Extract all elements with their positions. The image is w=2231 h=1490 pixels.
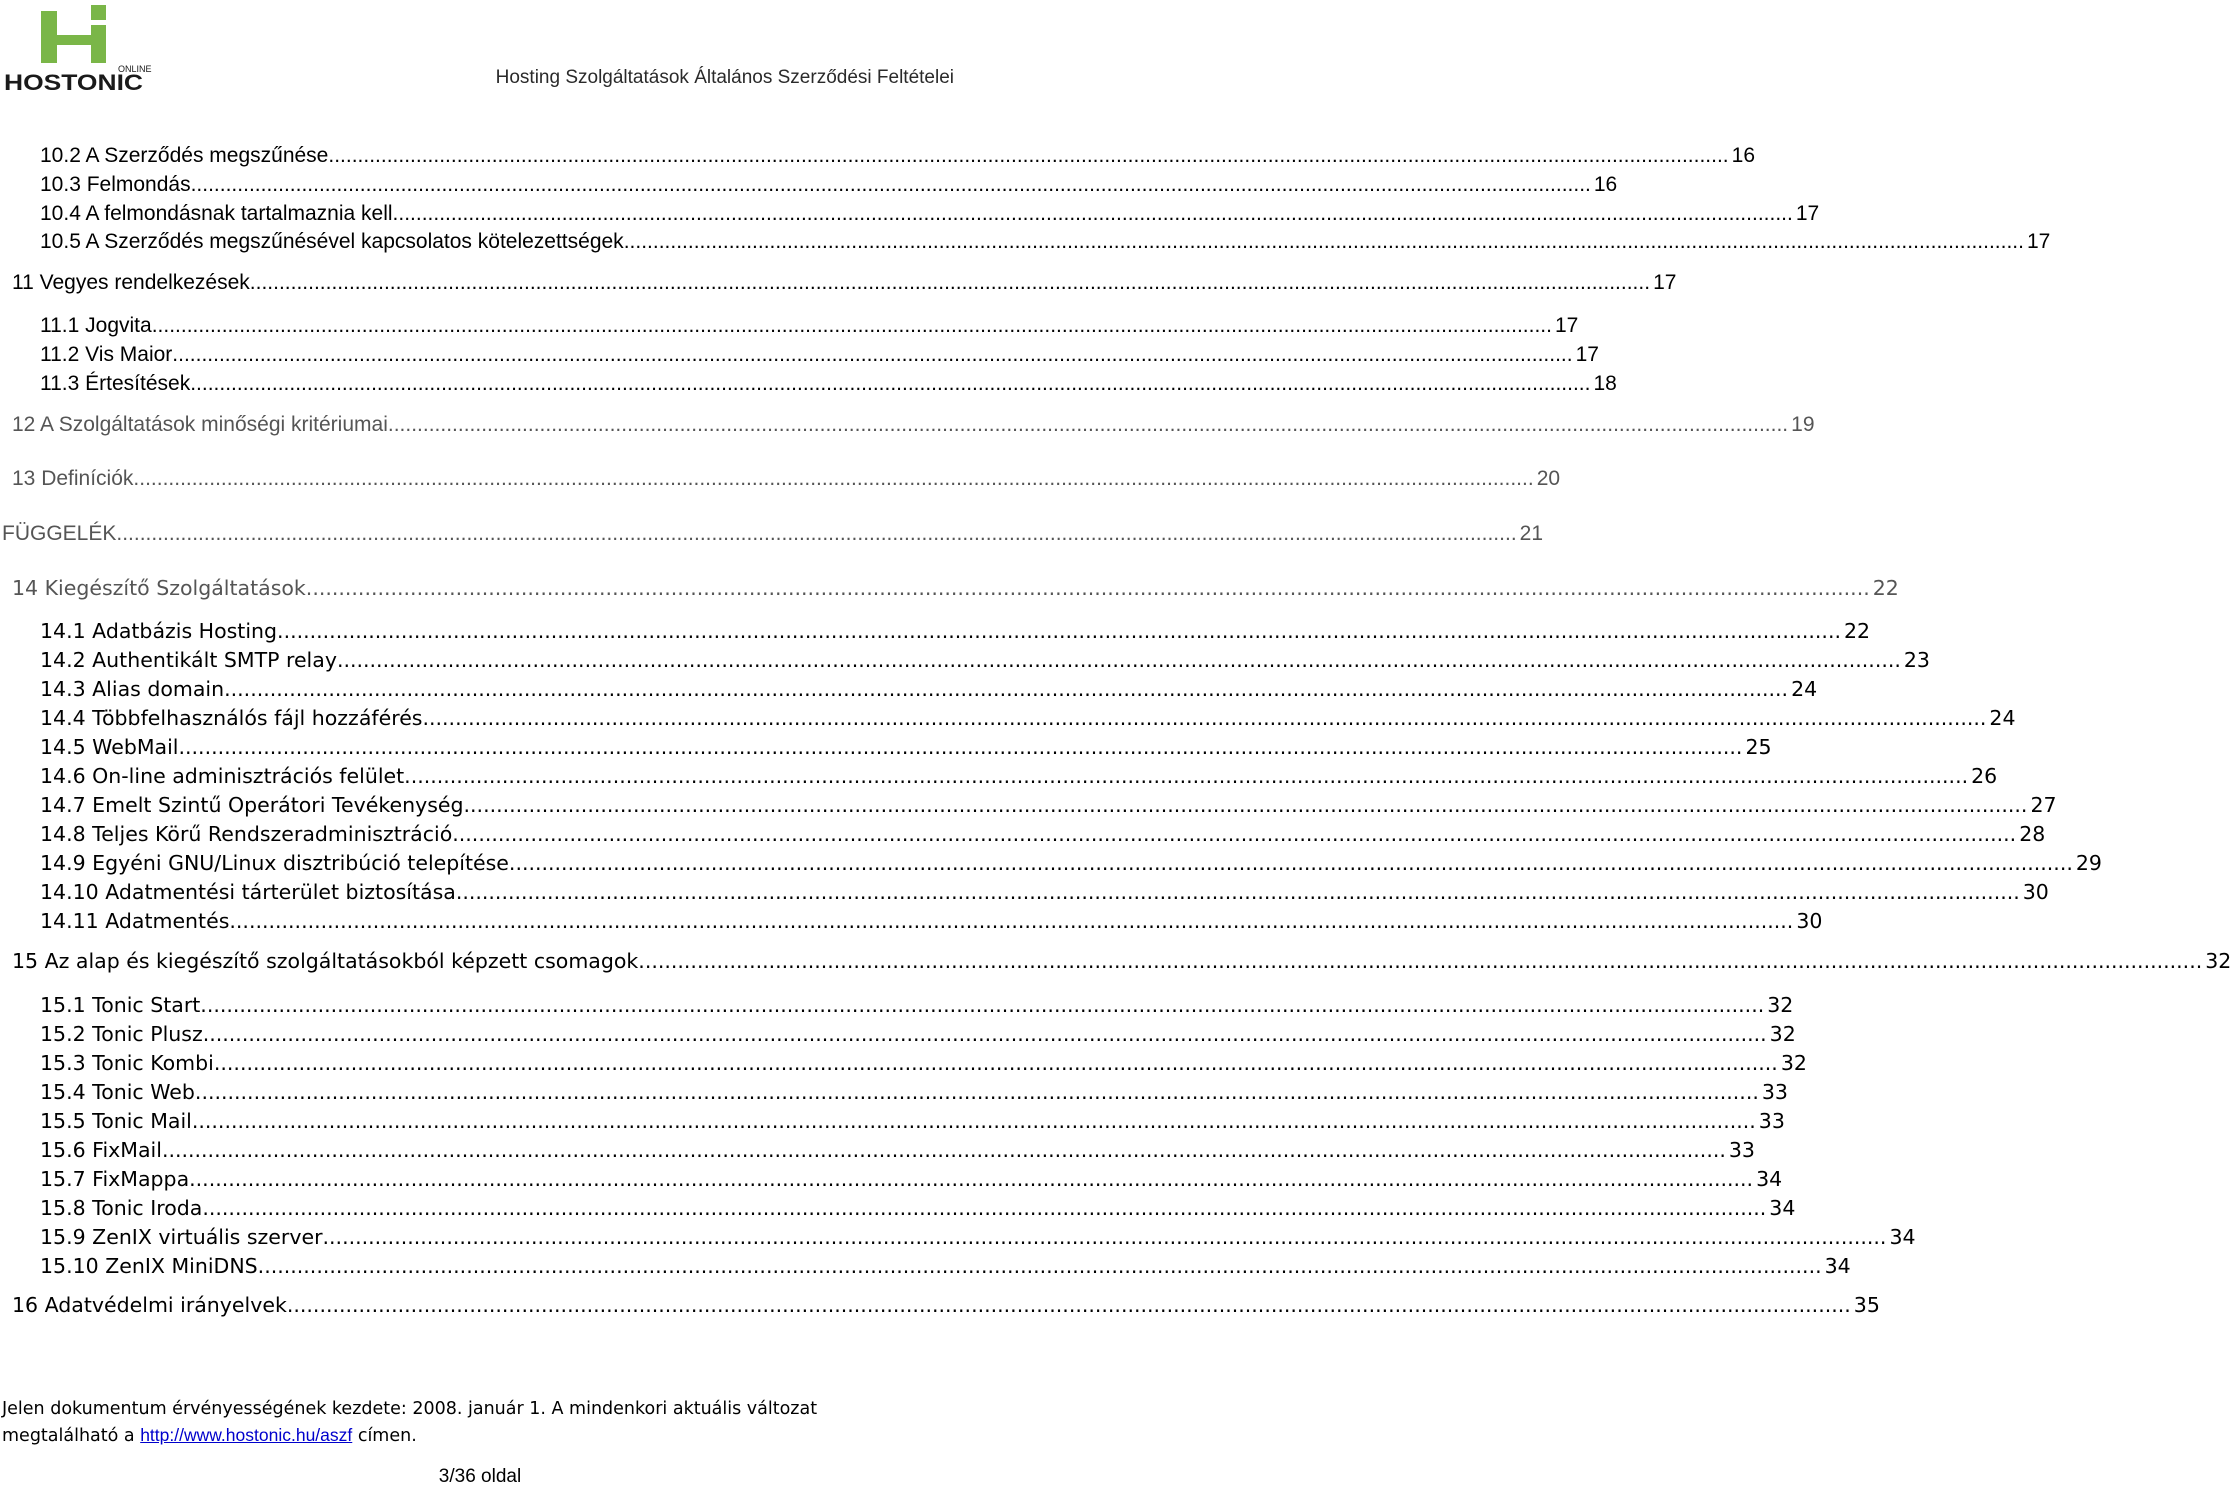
aszf-link[interactable]: http://www.hostonic.hu/aszf [140,1425,353,1445]
toc-leader-dots [624,228,2024,256]
toc-entry[interactable] [12,947,2231,975]
toc-entry[interactable] [40,675,1818,703]
toc-entry-label: 14.6 On-line adminisztrációs felület [40,764,405,788]
logo-tagline: ONLINE [118,64,152,74]
toc-entry-page: 32 [1769,1022,1796,1046]
toc-entry-page: 34 [1824,1254,1851,1278]
toc-entry-label: 14.7 Emelt Szintű Operátori Tevékenység [40,793,464,817]
toc-leader-dots [452,820,2016,848]
toc-entry[interactable] [40,1136,1755,1164]
toc-entry-page: 32 [1767,993,1794,1017]
logo-brand: HOSTONIC [4,70,144,95]
toc-entry-page: 25 [1745,735,1772,759]
toc-entry-label: 12 A Szolgáltatások minőségi kritériumai [12,413,388,436]
toc-entry-page: 26 [1971,764,1998,788]
toc-leader-dots [306,574,1870,602]
hostonic-logo [4,2,152,95]
toc-entry-label: 14.2 Authentikált SMTP relay [40,648,337,672]
toc-entry-label: 15.8 Tonic Iroda [40,1196,203,1220]
toc-leader-dots [133,465,1533,493]
toc-entry[interactable] [40,878,2049,906]
toc-entry-page: 17 [1795,202,1820,225]
toc-entry[interactable] [40,991,1794,1019]
toc-entry-page: 34 [1769,1196,1796,1220]
toc-entry[interactable] [40,704,2016,732]
toc-entry-label: 15.2 Tonic Plusz [40,1022,203,1046]
toc-entry-page: 35 [1853,1293,1880,1317]
footer-link-prefix: megtalálható a [2,1426,141,1446]
toc-entry-label: 14.3 Alias domain [40,677,225,701]
toc-entry-label: 14.9 Egyéni GNU/Linux disztribúció telepítése [40,851,509,875]
toc-leader-dots [250,269,1650,297]
toc-entry-page: 18 [1593,372,1617,395]
toc-leader-dots [191,171,1591,199]
toc-leader-dots [189,1165,1753,1193]
toc-entry[interactable] [40,171,1618,199]
toc-leader-dots [152,312,1552,340]
toc-entry-label: 15 Az alap és kiegészítő szolgáltatásokból képzett csomagok [12,949,639,973]
toc-leader-dots [509,849,2073,877]
toc-leader-dots [214,1049,1778,1077]
toc-entry-page: 28 [2019,822,2046,846]
toc-leader-dots [116,520,1516,548]
toc-entry-page: 33 [1758,1109,1785,1133]
toc-entry-label: 11.2 Vis Maior [40,343,173,366]
toc-entry-page: 17 [1575,343,1599,366]
toc-leader-dots [328,142,1728,170]
toc-entry[interactable] [40,1165,1783,1193]
toc-entry-page: 34 [1889,1225,1916,1249]
toc-entry[interactable] [40,142,1755,170]
footer-link-suffix: címen. [352,1426,417,1446]
toc-entry[interactable] [40,820,2046,848]
toc-entry[interactable] [40,1020,1796,1048]
toc-leader-dots [337,646,1901,674]
toc-entry-page: 24 [1791,677,1818,701]
toc-leader-dots [388,411,1788,439]
logo-mark [41,5,106,63]
toc-leader-dots [195,1078,1759,1106]
toc-entry-label: 15.10 ZenIX MiniDNS [40,1254,258,1278]
toc-entry-label: 15.5 Tonic Mail [40,1109,192,1133]
toc-leader-dots [277,617,1841,645]
toc-entry-label: 11 Vegyes rendelkezések [12,271,250,294]
toc-entry[interactable] [40,791,2057,819]
toc-leader-dots [422,704,1986,732]
toc-entry-label: 16 Adatvédelmi irányelvek [12,1293,287,1317]
toc-entry-page: 22 [1843,619,1871,643]
toc-entry-label: 10.3 Felmondás [40,173,191,196]
toc-entry[interactable] [40,341,1599,369]
toc-entry-page: 20 [1536,467,1561,490]
toc-entry-page: 19 [1791,413,1815,436]
toc-entry-label: 15.3 Tonic Kombi [40,1051,214,1075]
toc-entry-label: 15.1 Tonic Start [40,993,201,1017]
toc-leader-dots [287,1291,1851,1319]
toc-entry-label: 15.4 Tonic Web [40,1080,195,1104]
footer-validity-line: Jelen dokumentum érvényességének kezdete: 2008. január 1. A mindenkori aktuális változat [2,1399,818,1419]
toc-leader-dots [258,1252,1822,1280]
toc-entry-label: 15.6 FixMail [40,1138,162,1162]
toc-leader-dots [456,878,2020,906]
toc-entry-label: 15.7 FixMappa [40,1167,190,1191]
toc-entry[interactable] [2,520,1544,548]
document-footer [2,1396,958,1449]
toc-leader-dots [323,1223,1887,1251]
toc-entry-page: 23 [1903,648,1930,672]
toc-leader-dots [464,791,2028,819]
toc-entry-page: 30 [1796,909,1823,933]
toc-entry-page: 29 [2075,851,2102,875]
toc-entry[interactable] [12,411,1815,439]
toc-leader-dots [229,907,1793,935]
toc-entry-page: 27 [2030,793,2057,817]
toc-entry[interactable] [40,228,2051,256]
toc-entry[interactable] [40,370,1617,398]
toc-entry[interactable] [12,1291,1880,1319]
toc-entry-page: 24 [1989,706,2016,730]
toc-leader-dots [162,1136,1726,1164]
toc-entry-label: 13 Definíciók [12,467,134,490]
toc-entry[interactable] [40,1049,1807,1077]
toc-entry-label: 15.9 ZenIX virtuális szerver [40,1225,323,1249]
document-header-title: Hosting Szolgáltatások Általános Szerződési Feltételei [495,67,954,88]
toc-entry-page: 32 [2205,949,2231,973]
toc-entry-label: 10.5 A Szerződés megszűnésével kapcsolatos kötelezettségek [40,230,624,253]
toc-entry-page: 30 [2022,880,2049,904]
toc-entry-label: 14.1 Adatbázis Hosting [40,619,278,643]
toc-leader-dots [224,675,1788,703]
toc-entry-page: 22 [1872,576,1899,600]
toc-entry-page: 33 [1728,1138,1755,1162]
toc-entry-label: 11.1 Jogvita [40,314,152,337]
toc-entry-page: 17 [1554,314,1579,337]
toc-entry-label: 11.3 Értesítések [40,372,191,395]
toc-entry[interactable] [40,617,1871,645]
toc-entry-page: 32 [1780,1051,1807,1075]
toc-leader-dots [192,1107,1756,1135]
toc-entry-label: 14.8 Teljes Körű Rendszeradminisztráció [40,822,453,846]
toc-entry-label: 10.4 A felmondásnak tartalmaznia kell [40,202,393,225]
toc-entry-label: 10.2 A Szerződés megszűnése [40,144,329,167]
toc-entry-page: 17 [1653,271,1677,294]
toc-leader-dots [638,947,2202,975]
toc-entry[interactable] [40,849,2102,877]
toc-entry-label: 14.11 Adatmentés [40,909,230,933]
toc-entry[interactable] [40,312,1579,340]
toc-leader-dots [172,341,1572,369]
toc-entry-page: 16 [1731,144,1755,167]
toc-entry-label: 14 Kiegészítő Szolgáltatások [12,576,306,600]
page-number: 3/36 oldal [438,1466,522,1487]
toc-entry[interactable] [40,1194,1796,1222]
toc-entry[interactable] [40,907,1823,935]
toc-leader-dots [190,370,1590,398]
toc-entry[interactable] [12,269,1677,297]
toc-entry[interactable] [40,1252,1851,1280]
toc-entry[interactable] [40,762,1998,790]
toc-entry-page: 16 [1593,173,1618,196]
toc-leader-dots [179,733,1743,761]
toc-leader-dots [200,991,1764,1019]
toc-entry[interactable] [40,1107,1785,1135]
toc-entry-page: 33 [1761,1080,1788,1104]
toc-entry[interactable] [12,465,1561,493]
toc-leader-dots [202,1194,1766,1222]
toc-entry[interactable] [40,1223,1916,1251]
toc-entry-label: 14.5 WebMail [40,735,179,759]
toc-entry-label: 14.4 Többfelhasználós fájl hozzáférés [40,706,423,730]
toc-leader-dots [393,200,1793,228]
toc-entry[interactable] [40,733,1772,761]
toc-entry[interactable] [40,1078,1788,1106]
toc-leader-dots [203,1020,1767,1048]
toc-entry-label: FÜGGELÉK [2,522,117,545]
toc-leader-dots [404,762,1968,790]
toc-entry[interactable] [40,200,1820,228]
toc-entry[interactable] [40,646,1930,674]
toc-entry[interactable] [12,574,1899,602]
footer-link-line [2,1422,958,1449]
toc-entry-label: 14.10 Adatmentési tárterület biztosítása [40,880,456,904]
toc-entry-page: 17 [2026,230,2051,253]
toc-entry-page: 21 [1519,522,1544,545]
toc-entry-page: 34 [1756,1167,1783,1191]
